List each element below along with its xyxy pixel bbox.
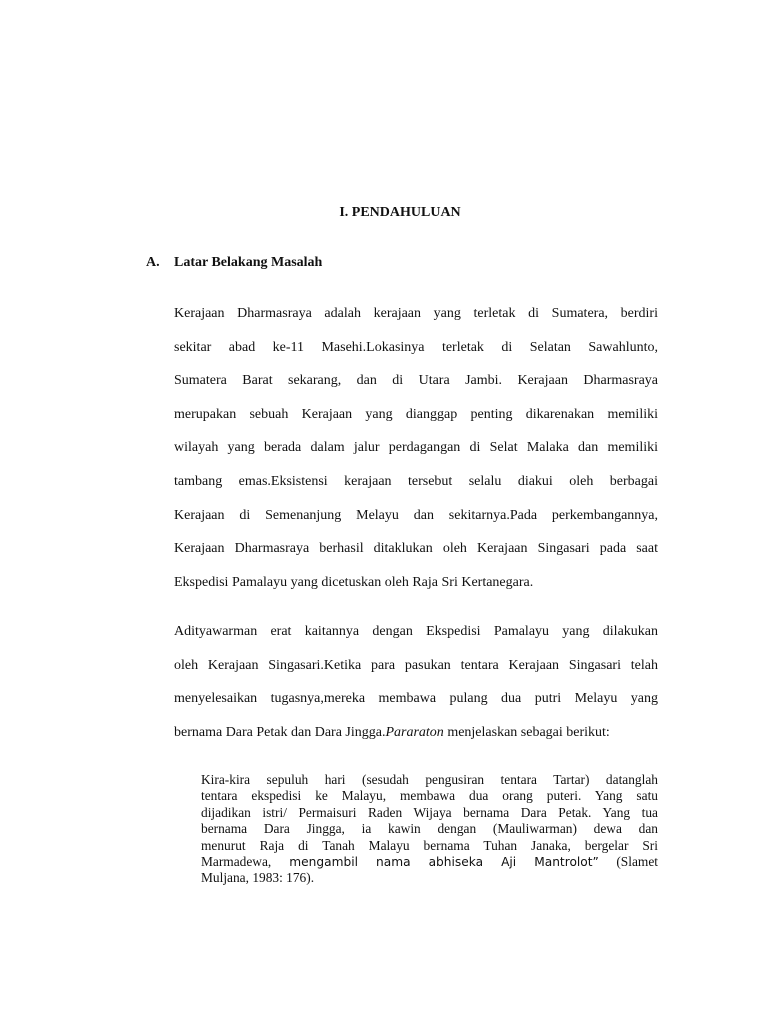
paragraph-text: bernama Dara Petak dan Dara Jingga. [174, 724, 386, 740]
quote-line: bernama Dara Jingga, ia kawin dengan (Mauliwarman) dewa dan [201, 821, 658, 837]
paragraph-line [174, 716, 658, 750]
paragraph-line: wilayah yang berada dalam jalur perdagangan di Selat Malaka dan memiliki [174, 440, 658, 456]
paragraph-text: menjelaskan sebagai berikut: [443, 724, 610, 740]
block-quote [201, 772, 658, 887]
paragraph-line: Kerajaan Dharmasraya adalah kerajaan yang terletak di Sumatera, berdiri [174, 306, 658, 321]
paragraph-line: oleh Kerajaan Singasari.Ketika para pasukan tentara Kerajaan Singasari telah [174, 657, 658, 673]
paragraph-line: Sumatera Barat sekarang, dan di Utara Jambi. Kerajaan Dharmasraya [174, 373, 658, 389]
section-title: Latar Belakang Masalah [174, 255, 323, 270]
quote-text-sans: mengambil nama abhiseka Aji Mantrolot” [271, 855, 599, 870]
quote-text: Marmadewa, [201, 854, 272, 870]
paragraph-line: Kerajaan di Semenanjung Melayu dan sekitarnya.Pada perkembangannya, [174, 507, 658, 523]
paragraph-line: tambang emas.Eksistensi kerajaan tersebut selalu diakui oleh berbagai [174, 473, 658, 489]
paragraph-line: Adityawarman erat kaitannya dengan Ekspedisi Pamalayu yang dilakukan [174, 624, 658, 639]
paragraph-line: Ekspedisi Pamalayu yang dicetuskan oleh Raja Sri Kertanegara. [174, 574, 534, 590]
section-number: A. [146, 255, 160, 270]
paragraph-line: Kerajaan Dharmasraya berhasil ditaklukan oleh Kerajaan Singasari pada saat [174, 541, 658, 557]
paragraph-1 [174, 297, 658, 599]
paragraph-2 [174, 615, 658, 749]
quote-line: Muljana, 1983: 176). [201, 870, 315, 886]
quote-line [201, 854, 658, 870]
quote-text: (Slamet [598, 854, 658, 870]
quote-line: Kira-kira sepuluh hari (sesudah pengusiran tentara Tartar) datanglah [201, 772, 658, 787]
paragraph-line: menyelesaikan tugasnya,mereka membawa pulang dua putri Melayu yang [174, 691, 658, 707]
quote-line: dijadikan istri/ Permaisuri Raden Wijaya bernama Dara Petak. Yang tua [201, 804, 658, 820]
pararaton-title: Pararaton [385, 724, 444, 740]
quote-line: tentara ekspedisi ke Malayu, membawa dua orang puteri. Yang satu [201, 788, 658, 804]
quote-line: menurut Raja di Tanah Malayu bernama Tuhan Janaka, bergelar Sri [201, 837, 658, 853]
section-heading [146, 255, 322, 271]
paragraph-line: sekitar abad ke-11 Masehi.Lokasinya terletak di Selatan Sawahlunto, [174, 339, 658, 355]
chapter-title: I. PENDAHULUAN [339, 205, 461, 220]
paragraph-line: merupakan sebuah Kerajaan yang dianggap penting dikarenakan memiliki [174, 406, 658, 422]
